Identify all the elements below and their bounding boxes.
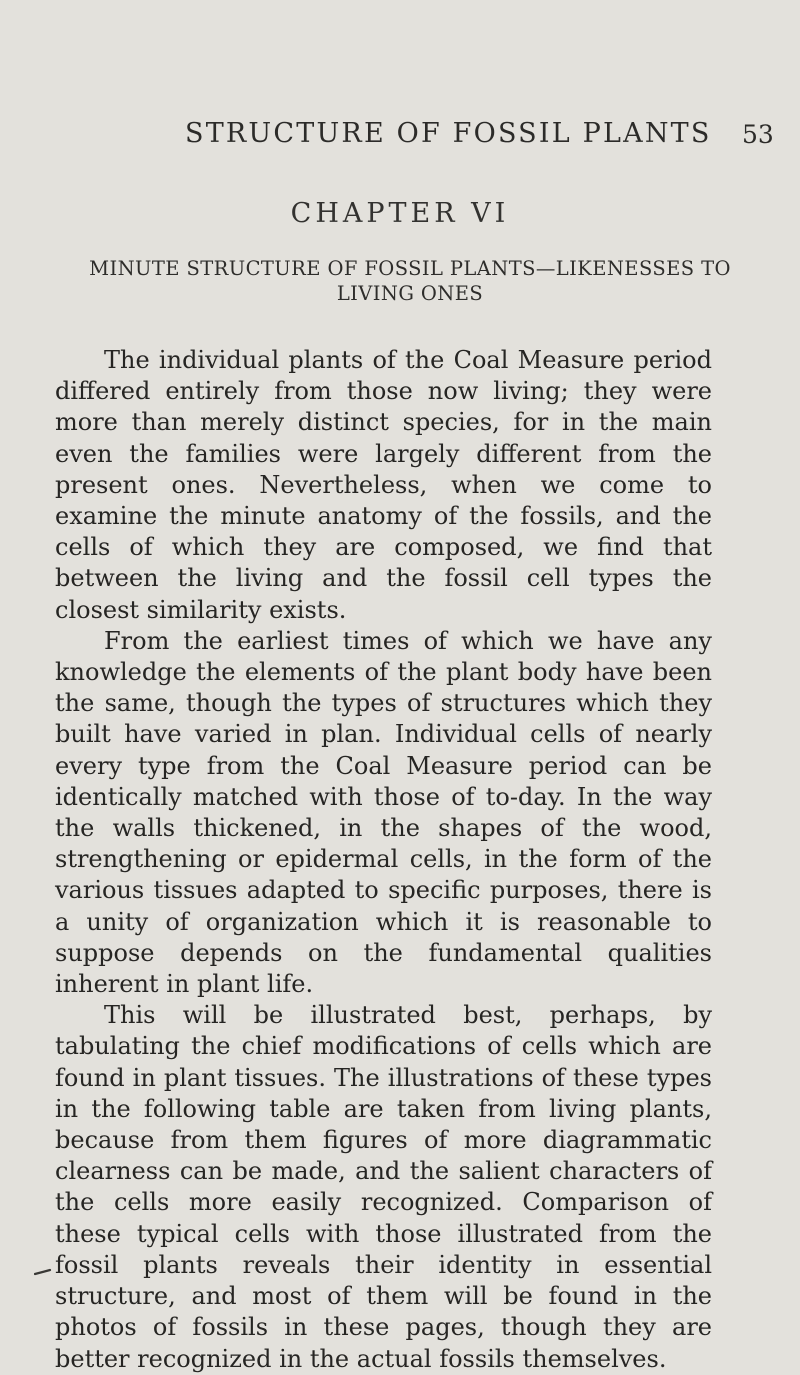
- paragraph-1: The individual plants of the Coal Measure period differed entirely from those now living; they were more than merely distinct species, for in the main even the families were largely different from the present ones. Nevertheless, when we come to examine the minute anatomy of the fossils, and the cells of which they are composed, we find that between the living and the fossil cell types the closest similarity exists.: [55, 346, 712, 624]
- paragraph-2: From the earliest times of which we have any knowledge the elements of the plant body have been the same, though the types of structures which they built have varied in plan. Individual cells of nearly every type from the Coal Measure period can be identically matched with those of to-day. In the way the walls thickened, in the shapes of the wood, strengthening or epidermal cells, in the form of the various tissues adapted to specific purposes, there is a unity of organization which it is reasonable to suppose depends on the fundamental qualities inherent in plant life.: [55, 626, 712, 999]
- running-head: [0, 118, 800, 158]
- page-number: 53: [742, 120, 774, 149]
- pencil-mark-icon: [34, 1268, 52, 1276]
- running-title: STRUCTURE OF FOSSIL PLANTS: [185, 118, 712, 149]
- paragraph-3: This will be illustrated best, perhaps, by tabulating the chief modifications of cells which are found in plant tissues. The illustrations of these types in the following table are taken from living plants, because from them figures of more diagrammatic clearness can be made, and the salient characters of the cells more easily recognized. Comparison of these typical cells with those illustrated from the fossil plants reveals their identity in essential structure, and most of them will be found in the photos of fossils in these pages, though they are better recognized in the actual fossils themselves.: [55, 1001, 712, 1373]
- chapter-title: MINUTE STRUCTURE OF FOSSIL PLANTS—LIKENESSES TO LIVING ONES: [89, 257, 731, 305]
- chapter-heading: CHAPTER VI: [290, 198, 510, 229]
- body-text: [55, 345, 712, 1375]
